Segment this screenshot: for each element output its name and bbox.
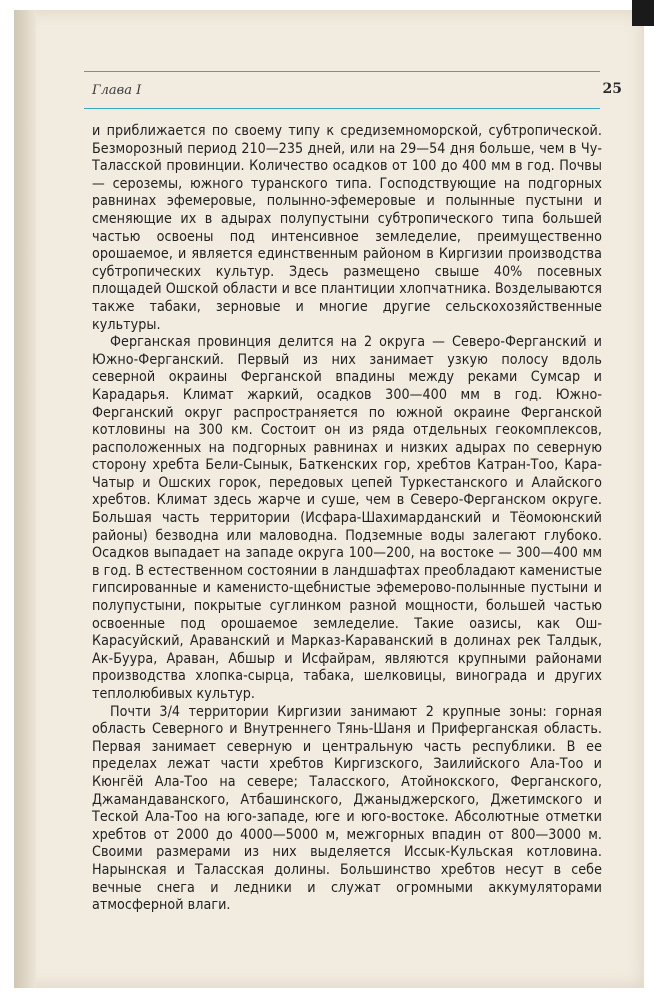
- body-text: [92, 123, 602, 915]
- page-number: 25: [602, 81, 622, 97]
- header-rule-bottom: [84, 108, 600, 109]
- paragraph-2: Ферганская провинция делится на 2 округа — Северо-Ферганский и Южно-Ферганский. Первый из них занимает узкую полосу вдоль северной окраины Ферганской впадины между реками Сумсар и Карадарья. Климат жаркий, осадков 300—400 мм в год. Южно-Ферганский округ распространяется по южной окраине Ферганской котловины на 300 км. Состоит он из ряда отдельных геокомплексов, расположенных на подгорных равнинах и низких адырах по северную сторону хребта Бели-Сынык, Баткенских гор, хребтов Катран-Тоо, Кара-Чатыр и Ошских горок, передовых цепей Туркестанского и Алайского хребтов. Климат здесь жарче и суше, чем в Северо-Ферганском округе. Большая часть территории (Исфара-Шахимарданский и Тёомоюнский районы) безводна или маловодна. Подземные воды залегают глубоко. Осадков выпадает на западе округа 100—200, на востоке — 300—400 мм в год. В естественном состоянии в ландшафтах преобладают каменистые гипсированные и каменисто-щебнистые эфемерово-полынные пустыни и полупустыни, покрытые суглинком разной мощности, большей частью освоенные под орошаемое земледелие. Такие оазисы, как Ош-Карасуйский, Араванский и Марказ-Караванский в долинах рек Талдык, Ак-Буура, Араван, Абшыр и Исфайрам, являются крупными районами производства хлопка-сырца, табака, шелковицы, винограда и других теплолюбивых культур.: [92, 334, 602, 702]
- paragraph-1: и приближается по своему типу к средиземноморской, субтропической. Безморозный период 210—235 дней, или на 29—54 дня больше, чем в Чу-Таласской провинции. Количество осадков от 100 до 400 мм в год. Почвы — сероземы, южного туранского типа. Господствующие на подгорных равнинах эфемеровые, полынно-эфемеровые и полынные пустыни и сменяющие их в адырах полупустыни субтропического типа большей частью освоены под интенсивное земледелие, преимущественно орошаемое, и является единственным районом в Киргизии производства субтропических культур. Здесь размещено свыше 40% посевных площадей Ошской области и все плантиции хлопчатника. Возделываются также табаки, зерновые и многие другие сельскохозяйственные культуры.: [92, 123, 602, 333]
- header-rule-top: [84, 71, 600, 72]
- running-head-chapter: Глава I: [92, 83, 142, 98]
- scan-corner: [632, 0, 654, 26]
- paragraph-3: Почти 3/4 территории Киргизии занимают 2 крупные зоны: горная область Северного и Внутреннего Тянь-Шаня и Приферганская область. Первая занимает северную и центральную часть республики. В ее пределах лежат части хребтов Киргизского, Заилийского Ала-Тоо и Кюнгёй Ала-Тоо на севере; Таласского, Атойнокского, Ферганского, Джамандаванского, Атбашинского, Джаныджерского, Джетимского и Теской Ала-Тоо на юго-западе, юге и юго-востоке. Абсолютные отметки хребтов от 2000 до 4000—5000 м, межгорных впадин от 800—3000 м. Своими размерами из них выделяется Иссык-Кульская котловина. Нарынская и Таласская долины. Большинство хребтов несут в себе вечные снега и ледники и служат огромными аккумуляторами атмосферной влаги.: [92, 703, 602, 914]
- page-spine-shadow: [14, 10, 36, 988]
